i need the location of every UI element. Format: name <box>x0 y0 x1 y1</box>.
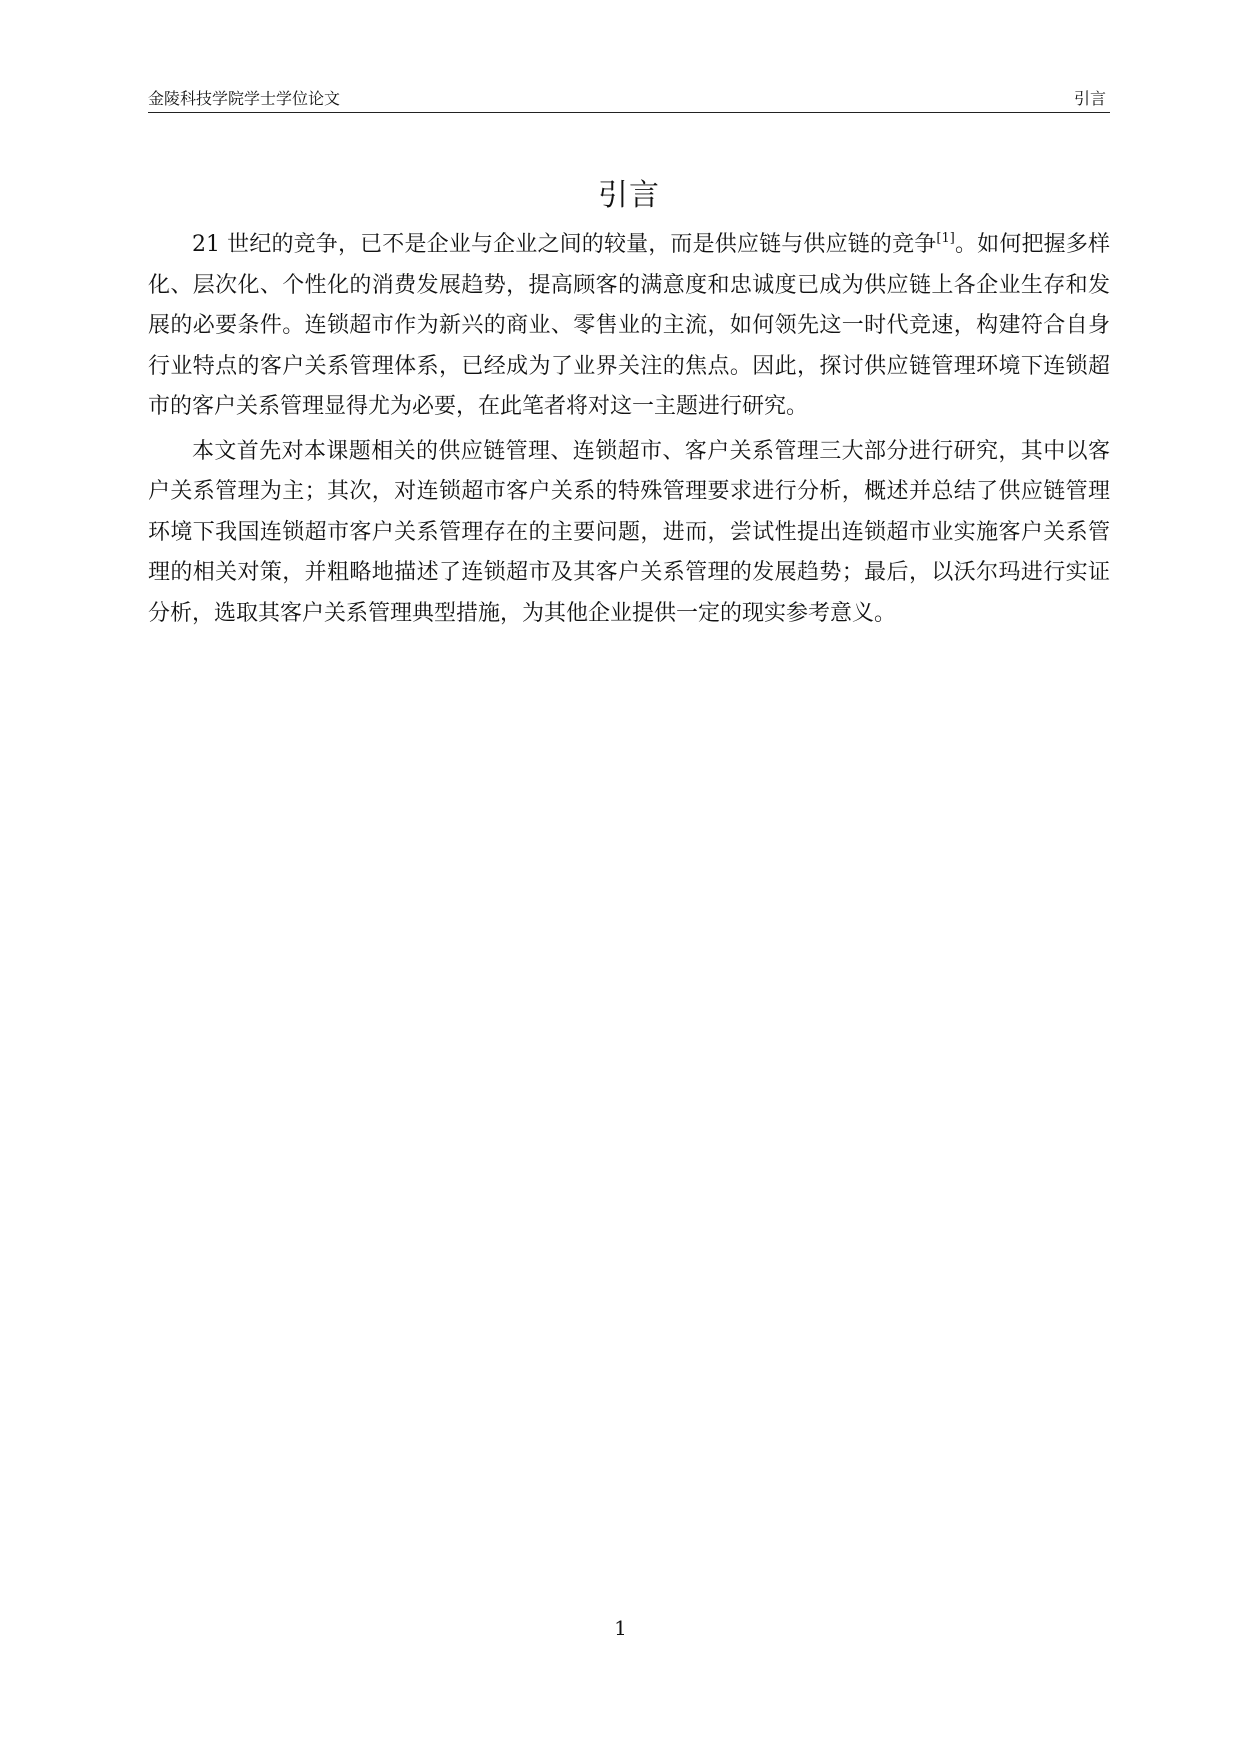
body-text <box>148 225 1110 634</box>
paragraph-1 <box>148 225 1110 428</box>
header-institution: 金陵科技学院学士学位论文 <box>148 89 341 108</box>
paragraph-1-text-start: 21 世纪的竞争，已不是企业与企业之间的较量，而是供应链与供应链的竞争 <box>192 232 937 257</box>
page-title: 引言 <box>598 178 660 213</box>
running-header <box>148 88 1110 113</box>
paragraph-2: 本文首先对本课题相关的供应链管理、连锁超市、客户关系管理三大部分进行研究，其中以客户关系管理为主；其次，对连锁超市客户关系的特殊管理要求进行分析，概述并总结了供应链管理环境下我国连锁超市客户关系管理存在的主要问题，进而，尝试性提出连锁超市业实施客户关系管理的相关对策，并粗略地描述了连锁超市及其客户关系管理的发展趋势；最后，以沃尔玛进行实证分析，选取其客户关系管理典型措施，为其他企业提供一定的现实参考意义。 <box>148 438 1110 626</box>
header-section: 引言 <box>1073 89 1106 108</box>
paragraph-1-text-end: 。如何把握多样化、层次化、个性化的消费发展趋势，提高顾客的满意度和忠诚度已成为供应链上各企业生存和发展的必要条件。连锁超市作为新兴的商业、零售业的主流，如何领先这一时代竞速，构建符合自身行业特点的客户关系管理体系，已经成为了业界关注的焦点。因此，探讨供应链管理环境下连锁超市的客户关系管理显得尤为必要，在此笔者将对这一主题进行研究。 <box>148 232 1110 419</box>
citation-reference: [1] <box>936 231 955 246</box>
page-number: 1 <box>614 1616 627 1640</box>
